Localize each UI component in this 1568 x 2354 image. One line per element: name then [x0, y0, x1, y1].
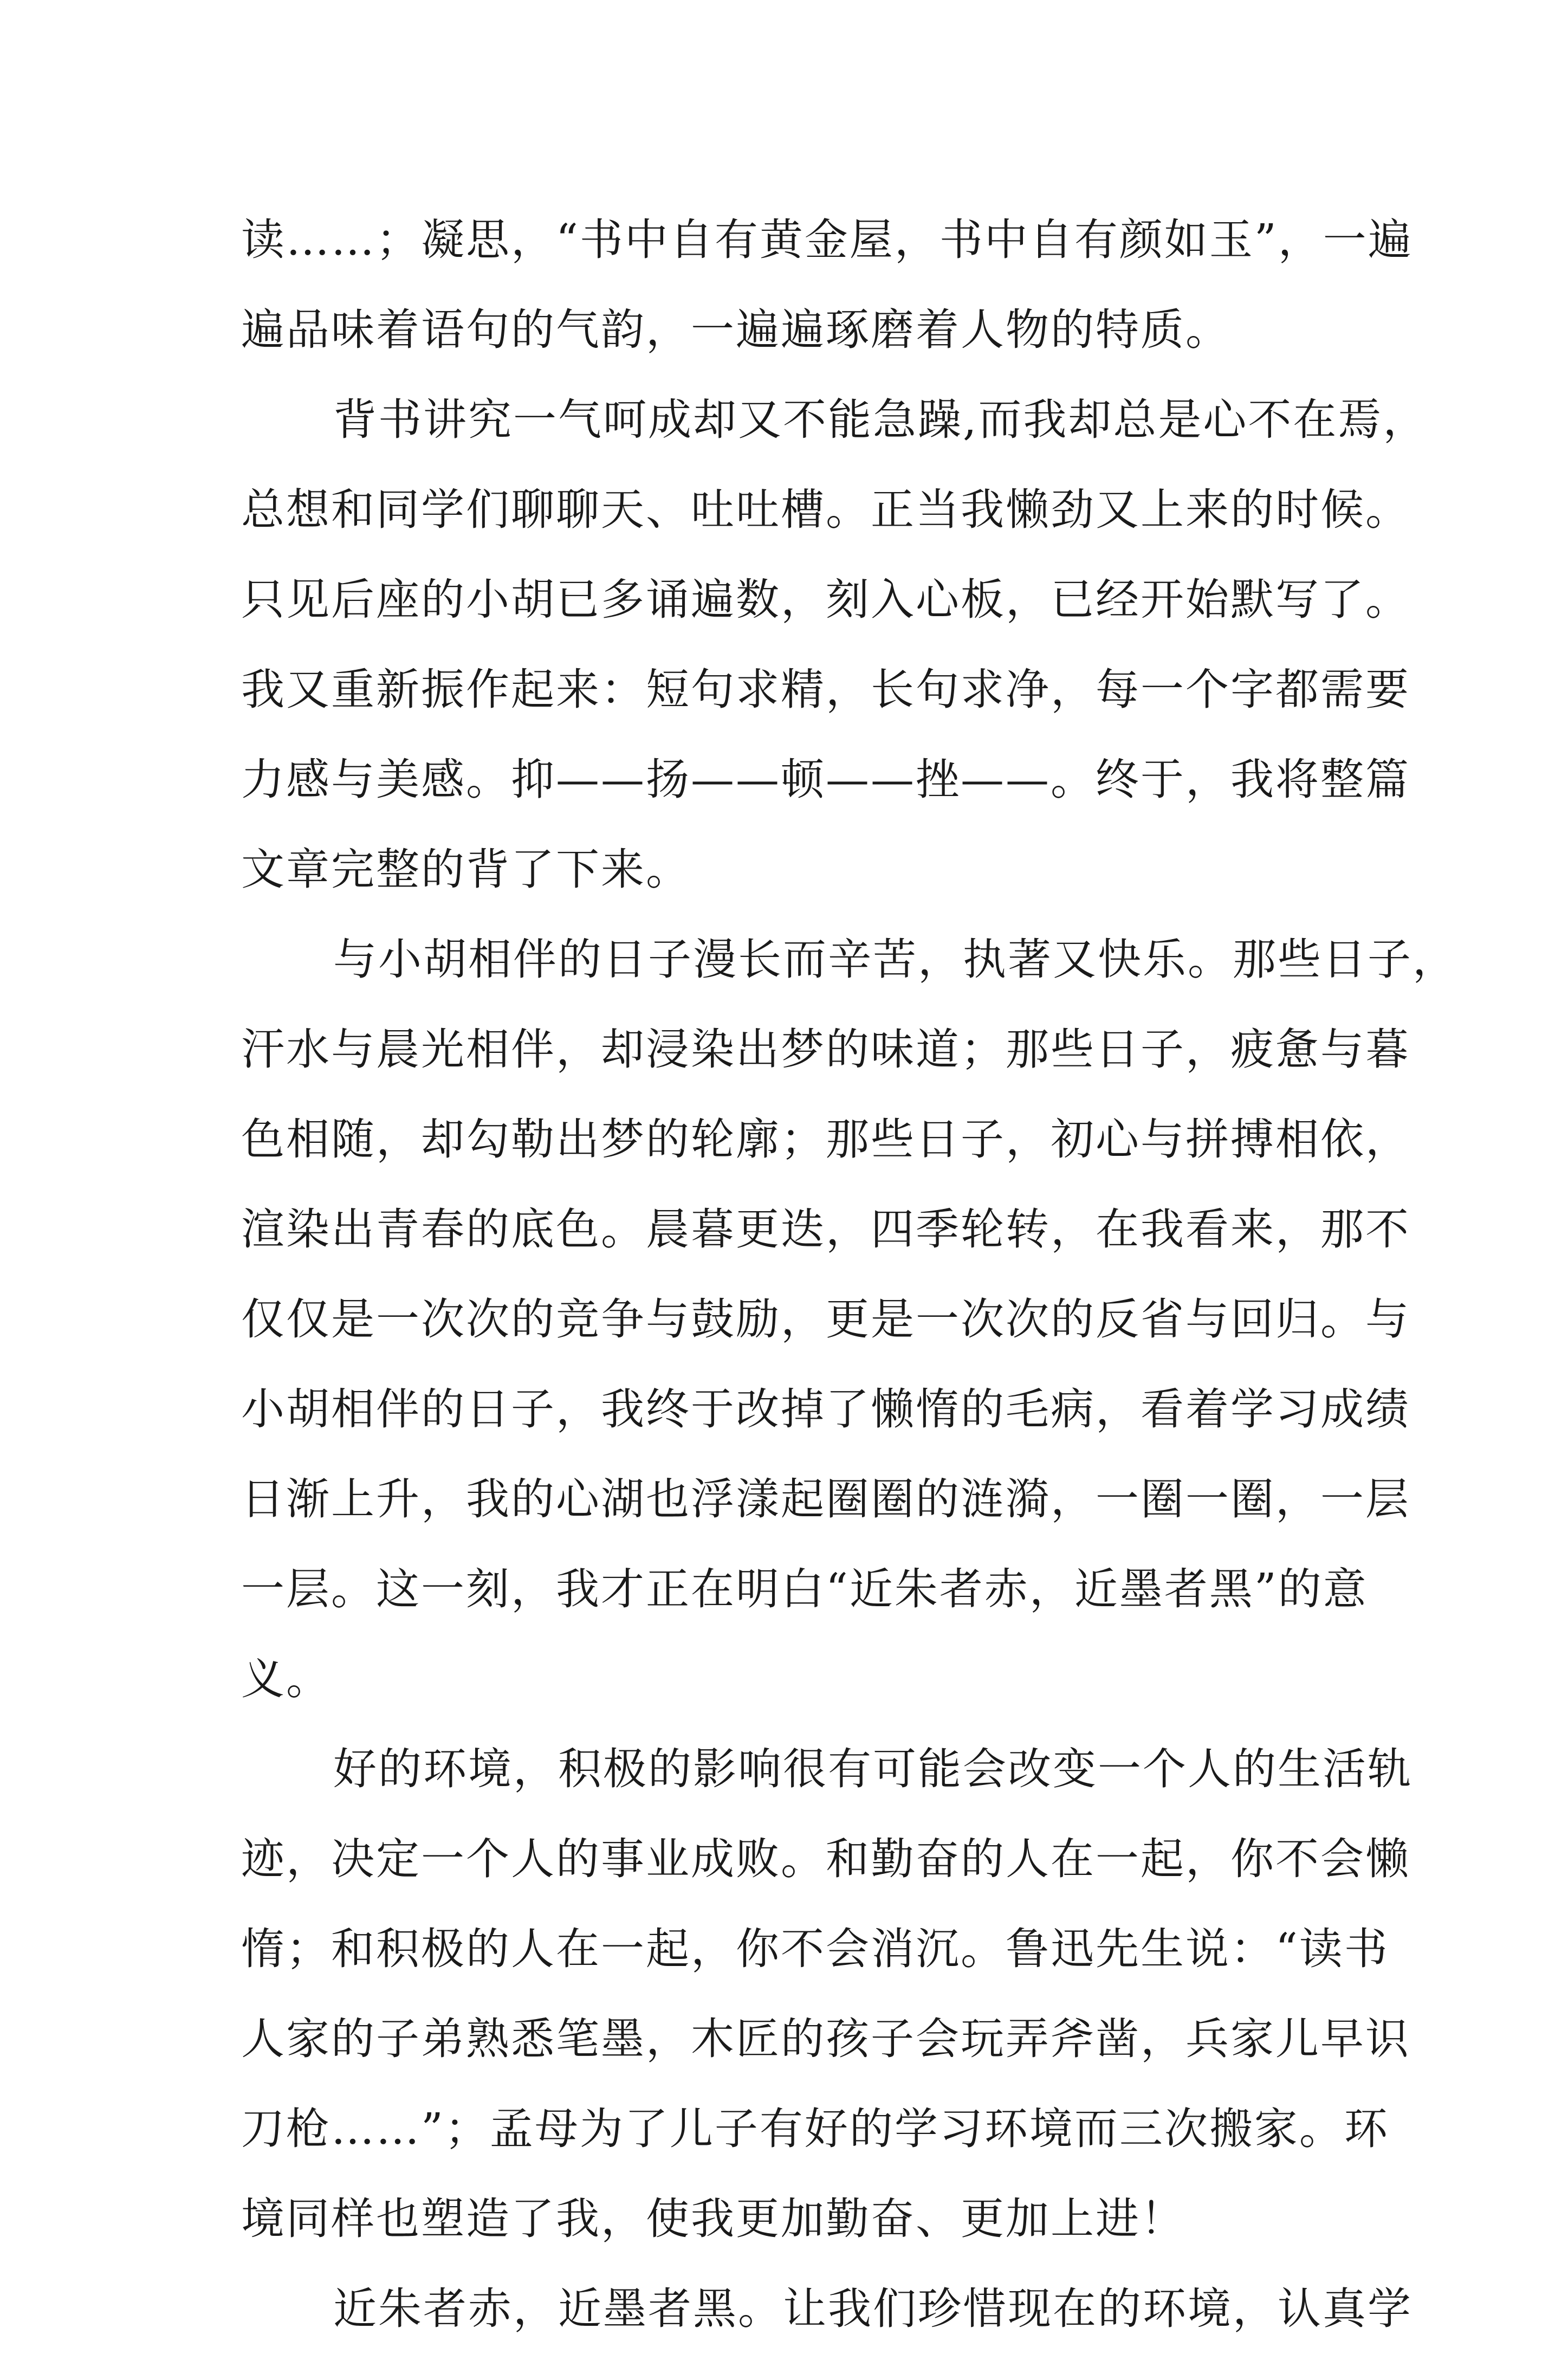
- text-line: 只见后座的小胡已多诵遍数，刻入心板，已经开始默写了。: [241, 574, 1410, 625]
- text-line: 一层。这一刻，我才正在明白“近朱者赤，近墨者黑”的意: [241, 1564, 1368, 1614]
- text-line: 色相随，却勾勒出梦的轮廓；那些日子，初心与拼搏相依，: [241, 1114, 1410, 1165]
- text-line: 总想和同学们聊聊天、吐吐槽。正当我懒劲又上来的时候。: [241, 484, 1410, 535]
- text-line: 汗水与晨光相伴，却浸染出梦的味道；那些日子，疲惫与暮: [241, 1024, 1410, 1075]
- text-line: 仅仅是一次次的竞争与鼓励，更是一次次的反省与回归。与: [241, 1294, 1410, 1344]
- text-line: 刀枪……”；孟母为了儿子有好的学习环境而三次搬家。环: [241, 2104, 1389, 2154]
- text-line: 渲染出青春的底色。晨暮更迭，四季轮转，在我看来，那不: [241, 1204, 1410, 1254]
- text-line: 读……；凝思，“书中自有黄金屋，书中自有颜如玉”，一遍: [241, 215, 1413, 265]
- text-line: 义。: [241, 1654, 331, 1704]
- body-text: [241, 195, 1457, 2354]
- paragraph-first-line: 背书讲究一气呵成却又不能急躁,而我却总是心不在焉，: [333, 395, 1428, 445]
- text-line: 力感与美感。抑——扬——顿——挫——。终于，我将整篇: [241, 754, 1410, 805]
- text-line: 遍品味着语句的气韵，一遍遍琢磨着人物的特质。: [241, 305, 1230, 355]
- paragraph-first-line: 近朱者赤，近墨者黑。让我们珍惜现在的环境，认真学: [333, 2284, 1413, 2334]
- text-line: 迹，决定一个人的事业成败。和勤奋的人在一起，你不会懒: [241, 1834, 1410, 1884]
- text-line: 人家的子弟熟悉笔墨，木匠的孩子会玩弄斧凿，兵家儿早识: [241, 2014, 1410, 2064]
- text-line: 日渐上升，我的心湖也浮漾起圈圈的涟漪，一圈一圈，一层: [241, 1474, 1410, 1524]
- paragraph-first-line: 与小胡相伴的日子漫长而辛苦，执著又快乐。那些日子，: [333, 934, 1457, 985]
- paragraph-first-line: 好的环境，积极的影响很有可能会改变一个人的生活轨: [333, 1744, 1413, 1794]
- text-line: 境同样也塑造了我，使我更加勤奋、更加上进！: [241, 2194, 1185, 2244]
- text-line: 惰；和积极的人在一起，你不会消沉。鲁迅先生说：“读书: [241, 1924, 1389, 1974]
- text-line: 小胡相伴的日子，我终于改掉了懒惰的毛病，看着学习成绩: [241, 1384, 1410, 1434]
- text-line: 我又重新振作起来：短句求精，长句求净，每一个字都需要: [241, 664, 1410, 715]
- text-line: 文章完整的背了下来。: [241, 844, 691, 895]
